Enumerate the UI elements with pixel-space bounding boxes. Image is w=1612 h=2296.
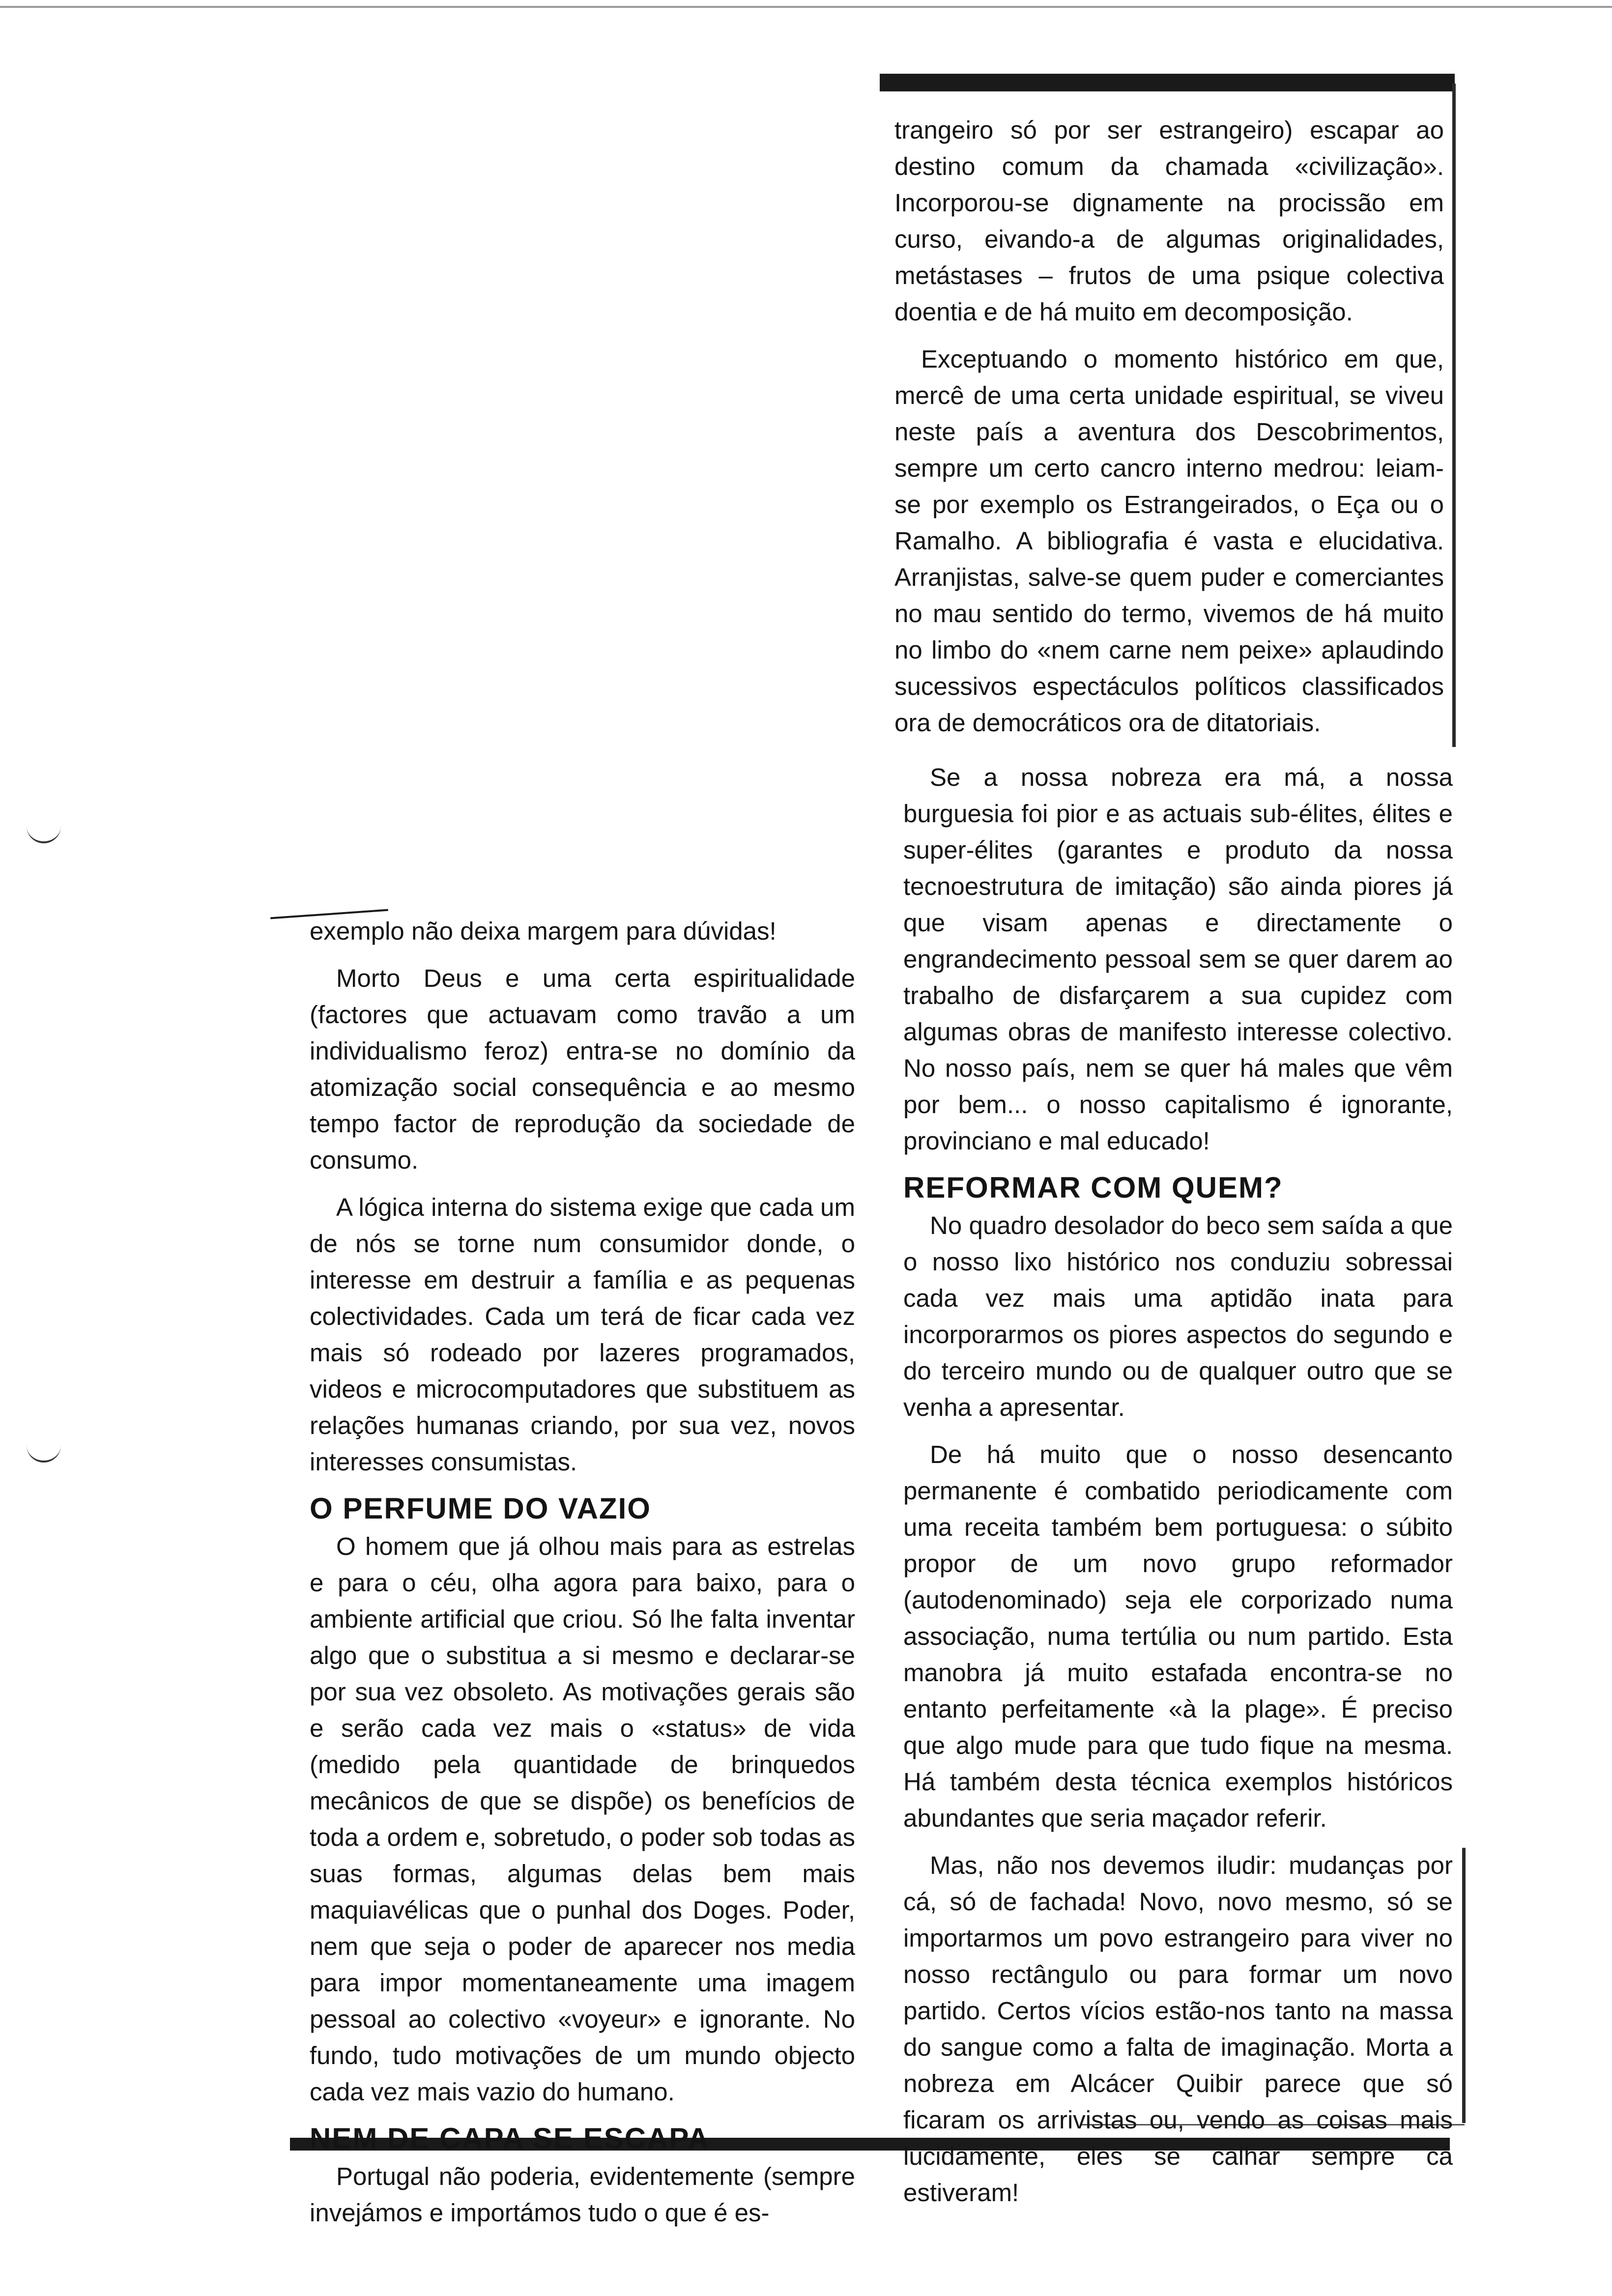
paragraph: A lógica interna do sistema exige que cada um de nós se torne num consumidor donde, o interesse em destruir a família e as pequenas colectividades. Cada um terá de ficar cada vez mais só rodeado por lazeres programados, videos e microcomputadores que substituem as relações humanas criando, por sua vez, novos interesses consumistas.: [310, 1193, 855, 1476]
column-right-rule: [1452, 84, 1456, 747]
punch-hole-mark: [27, 1445, 61, 1463]
left-text-column: [310, 913, 855, 2242]
paragraph: Se a nossa nobreza era má, a nossa burguesia foi pior e as actuais sub-élites, élites e super-élites (garantes e produto da nossa tecnoestrutura de imitação) são ainda piores já que visam apenas e directamente o engrandecimento pessoal sem se quer darem ao trabalho de disfarçarem a sua cupidez com algumas obras de manifesto interesse colectivo. No nosso país, nem se quer há males que vêm por bem... o nosso capitalismo é ignorante, provinciano e mal educado!: [903, 763, 1453, 1155]
paragraph: Portugal não poderia, evidentemente (sempre invejámos e importámos tudo o que é es-: [310, 2162, 855, 2227]
right-text-column-lower: [903, 759, 1453, 2222]
paragraph: Morto Deus e uma certa espiritualidade (factores que actuavam como travão a um individualismo feroz) entra-se no domínio da atomização social consequência e ao mesmo tempo factor de reprodução da sociedade de consumo.: [310, 964, 855, 1174]
paragraph: O homem que já olhou mais para as estrelas e para o céu, olha agora para baixo, para o ambiente artificial que criou. Só lhe falta inventar algo que o substitua a si mesmo e declarar-se por sua vez obsoleto. As motivações gerais são e serão cada vez mais o «status» de vida (medido pela quantidade de brinquedos mecânicos de que se dispõe) os benefícios de toda a ordem e, sobretudo, o poder sob todas as suas formas, algumas delas bem mais maquiavélicas que o punhal dos Doges. Poder, nem que seja o poder de aparecer nos media para impor momentaneamente uma imagem pessoal ao colectivo «voyeur» e ignorante. No fundo, tudo motivações de um mundo objecto cada vez mais vazio do humano.: [310, 1532, 855, 2106]
column-right-rule-lower: [1462, 1848, 1466, 2123]
paragraph: De há muito que o nosso desencanto permanente é combatido periodicamente com uma receita também bem portuguesa: o súbito propor de um novo grupo reformador (autodenominado) seja ele corporizado numa associação, numa tertúlia ou num partido. Esta manobra já muito estafada encontra-se no entanto perfeitamente «à la plage». É preciso que algo mude para que tudo fique na mesma. Há também desta técnica exemplos históricos abundantes que seria maçador referir.: [903, 1440, 1453, 1832]
paragraph: exemplo não deixa margem para dúvidas!: [310, 917, 777, 945]
paragraph: trangeiro só por ser estrangeiro) escapar ao destino comum da chamada «civilização». Incorporou-se dignamente na procissão em curso, eivando-a de algumas originalidades, metástases – frutos de uma psique colectiva doentia e de há muito em decomposição.: [894, 116, 1444, 326]
scan-edge-line: [0, 6, 1612, 8]
column-top-bar: [880, 74, 1455, 91]
paragraph: No quadro desolador do beco sem saída a que o nosso lixo histórico nos conduziu sobressai cada vez mais uma aptidão inata para incorporarmos os piores aspectos do segundo e do terceiro mundo ou de qualquer outro que se venha a apresentar.: [903, 1211, 1453, 1421]
paragraph: Exceptuando o momento histórico em que, mercê de uma certa unidade espiritual, se viveu neste país a aventura dos Descobrimentos, sempre um certo cancro interno medrou: leiam-se por exemplo os Estrangeirados, o Eça ou o Ramalho. A bibliografia é vasta e elucidativa. Arranjistas, salve-se quem puder e comerciantes no mau sentido do termo, vivemos de há muito no limbo do «nem carne nem peixe» aplaudindo sucessivos espectáculos políticos classificados ora de democráticos ora de ditatoriais.: [894, 345, 1444, 737]
section-heading: NEM DE CAPA SE ESCAPA: [310, 2122, 710, 2155]
punch-hole-mark: [27, 826, 61, 843]
section-heading: REFORMAR COM QUEM?: [903, 1171, 1283, 1204]
section-heading: O PERFUME DO VAZIO: [310, 1492, 651, 1525]
right-text-column-upper: [894, 112, 1444, 752]
paragraph: Mas, não nos devemos iludir: mudanças por cá, só de fachada! Novo, novo mesmo, só se importarmos um povo estrangeiro para viver no nosso rectângulo ou para formar um novo partido. Certos vícios estão-nos tanto na massa do sangue como a falta de imaginação. Morta a nobreza em Alcácer Quibir parece que só ficaram os arrivistas ou, vendo as coisas mais lucidamente, eles se calhar sempre cá estiveram!: [903, 1851, 1453, 2207]
